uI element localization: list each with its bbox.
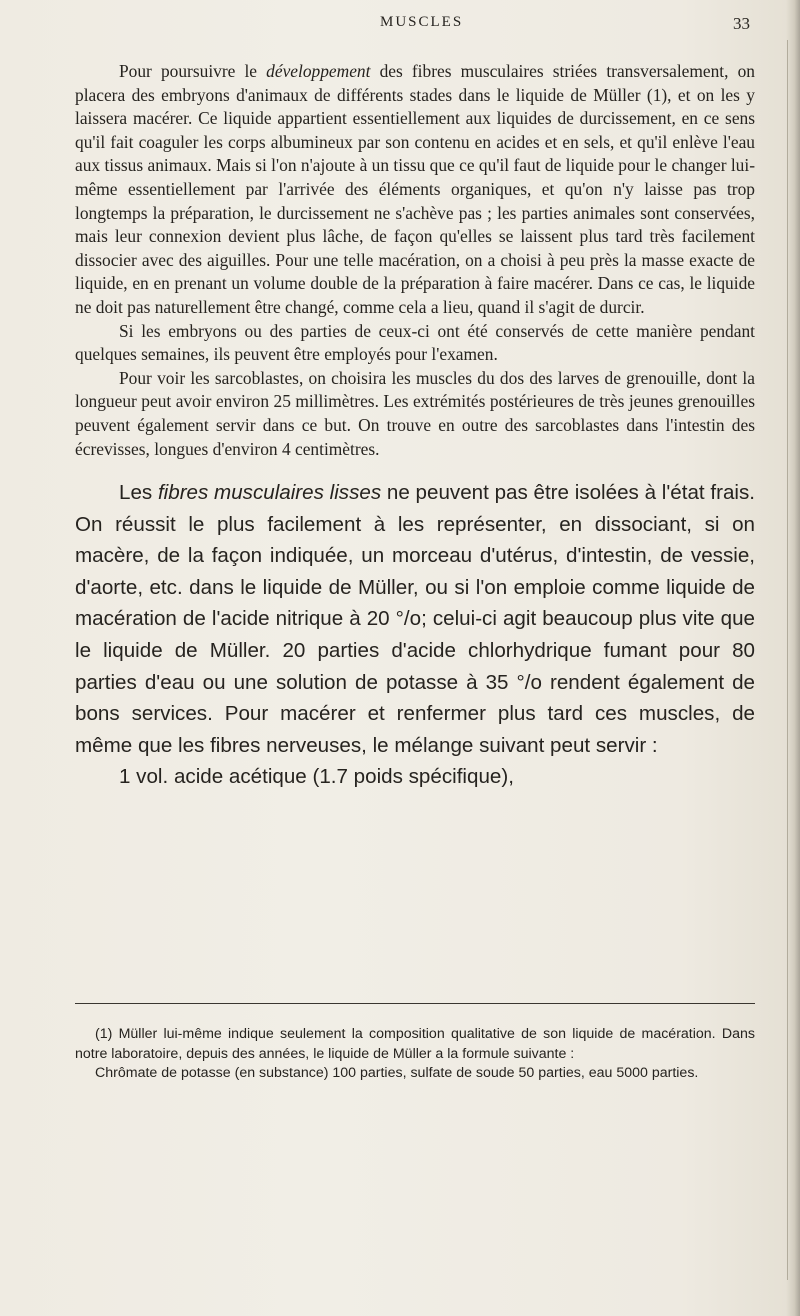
page-edge-shadow (786, 0, 800, 1316)
page-header (90, 14, 750, 44)
running-head: MUSCLES (380, 14, 464, 30)
paragraph-text: Pour poursuivre le (119, 61, 267, 81)
paragraph-development (75, 60, 755, 320)
footnote-rule (75, 1003, 755, 1004)
paragraph-text: Les (119, 481, 158, 505)
paragraph-smooth-fibers (75, 477, 755, 761)
footnote-formula: Chrômate de potasse (en substance) 100 parties, sulfate de soude 50 parties, eau 5000 parties. (95, 1065, 699, 1081)
paragraph-sarcoblasts: Pour voir les sarcoblastes, on choisira les muscles du dos des larves de grenouille, dont la longueur peut avoir environ 25 millimètres. Les extrémités postérieures de très jeunes grenouilles peuvent également servir dans ce but. On trouve en outre des sarcoblastes dans l'intestin des écrevisses, longues d'environ 4 centimètres. (75, 367, 755, 459)
footnote-marker: (1) (95, 1026, 113, 1042)
page-body (75, 60, 755, 793)
footnote (75, 1025, 755, 1064)
footnote-block (75, 1025, 755, 1084)
formula-line: 1 vol. acide acétique (1.7 poids spécifique), (119, 765, 514, 789)
paragraph-text: des fibres musculaires striées transversalement, on placera des embryons d'animaux de différents stades dans le liquide de Müller (1), et on les y laissera macérer. Ce liquide appartient essentiellement aux liquides de durcissement, en ce sens qu'il fait coaguler les corps albumineux par son contenu en acides et en sels, et qu'il enlève l'eau aux tissus animaux. Mais si l'on n'ajoute à un tissu que ce qu'il faut de liquide pour le changer lui-même essentiellement par l'arrivée des éléments organiques, et qu'on n'y laisse pas trop longtemps la préparation, le durcissement ne s'achève pas ; les parties animales sont conservées, mais leur connexion devient plus lâche, de façon qu'elles se laissent plus tard très facilement dissocier avec des aiguilles. Pour une telle macération, on a choisi à peu près la masse exacte de liquide, en en prenant un volume double de la préparation à faire macérer. Dans ce cas, le liquide ne doit pas naturellement être changé, comme cela a lieu, quand il s'agit de durcir. (75, 61, 756, 317)
page-edge-line (787, 40, 788, 1280)
page-number: 33 (733, 14, 750, 33)
paragraph-text: ne peuvent pas être isolées à l'état frais. On réussit le plus facilement à les représenter, en dissociant, si on macère, de la façon indiquée, un morceau d'utérus, d'intestin, de vessie, d'aorte, etc. dans le liquide de Müller, ou si l'on emploie comme liquide de macération de l'acide nitrique à 20 °/o; celui-ci agit beaucoup plus vite que le liquide de Müller. 20 parties d'acide chlorhydrique fumant pour 80 parties d'eau ou une solution de potasse à 35 °/o rendent également de bons services. Pour macérer et renfermer plus tard ces muscles, de même que les fibres nerveuses, le mélange suivant peut servir : (75, 481, 755, 757)
italic-term: fibres musculaires lisses (157, 481, 382, 505)
footnote-text: Müller lui-même indique seulement la composition qualitative de son liquide de macération. Dans notre laboratoire, depuis des années, le liquide de Müller a la formule suivante : (75, 1026, 755, 1062)
italic-term: développement (266, 61, 371, 81)
paragraph-embryos: Si les embryons ou des parties de ceux-ci ont été conservés de cette manière pendant quelques semaines, ils peuvent être employés pour l'examen. (75, 320, 755, 365)
